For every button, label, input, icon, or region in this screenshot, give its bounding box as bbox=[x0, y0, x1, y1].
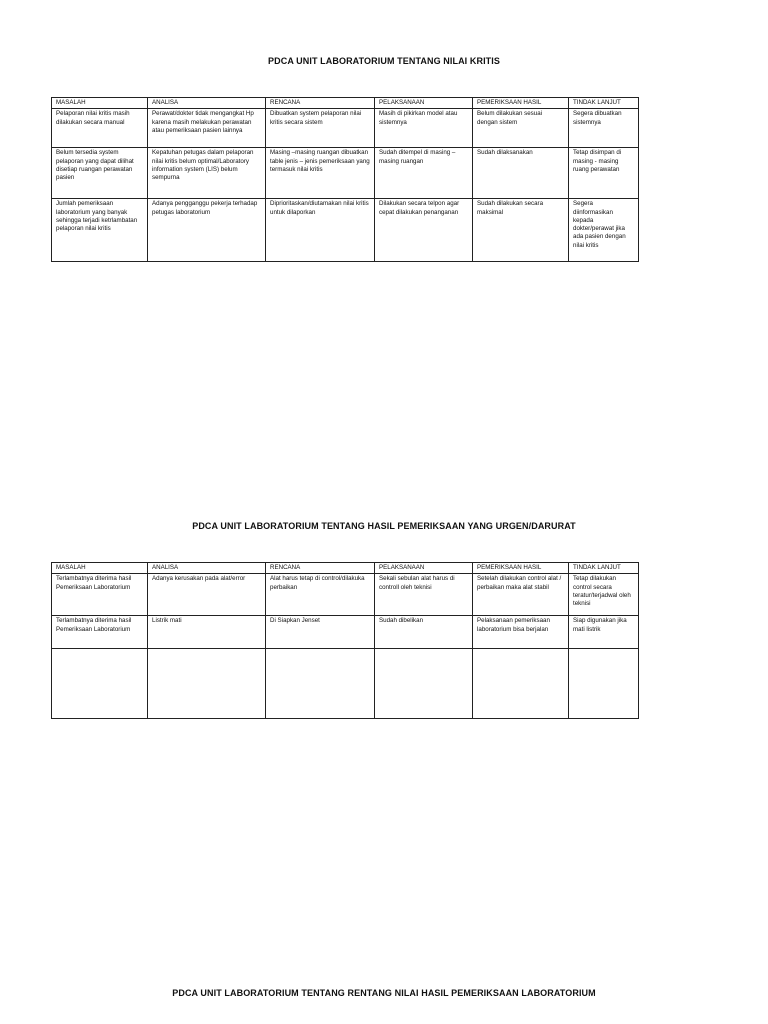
cell-rencana: Diprioritaskan/diutamakan nilai kritis untuk dilaporkan bbox=[266, 199, 375, 262]
nilai-kritis-table bbox=[51, 97, 639, 262]
table-header-row bbox=[52, 563, 639, 574]
cell-tindak-lanjut bbox=[569, 649, 639, 719]
header-rencana: RENCANA bbox=[266, 563, 375, 574]
cell-masalah: Pelaporan nilai kritis masih dilakukan secara manual bbox=[52, 109, 148, 148]
header-tindak-lanjut: TINDAK LANJUT bbox=[569, 563, 639, 574]
cell-pemeriksaan-hasil: Pelaksanaan pemeriksaan laboratorium bisa berjalan bbox=[473, 616, 569, 649]
cell-pelaksanaan: Sudah ditempel di masing – masing ruangan bbox=[375, 148, 473, 199]
cell-masalah bbox=[52, 649, 148, 719]
cell-analisa: Kepatuhan petugas dalam pelaporan nilai kritis belum optimal/Laboratory information system (LIS) belum sempurna bbox=[148, 148, 266, 199]
table2-title: PDCA UNIT LABORATORIUM TENTANG HASIL PEMERIKSAAN YANG URGEN/DARURAT bbox=[192, 521, 576, 531]
table3-title: PDCA UNIT LABORATORIUM TENTANG RENTANG NILAI HASIL PEMERIKSAAN LABORATORIUM bbox=[172, 988, 596, 998]
header-masalah: MASALAH bbox=[52, 563, 148, 574]
cell-masalah: Jumlah pemeriksaan laboratorium yang banyak sehingga terjadi ketrlambatan pelaporan nilai kritis bbox=[52, 199, 148, 262]
cell-rencana: Di Siapkan Jenset bbox=[266, 616, 375, 649]
cell-analisa: Listrik mati bbox=[148, 616, 266, 649]
cell-pelaksanaan bbox=[375, 649, 473, 719]
cell-analisa: Adanya pengganggu pekerja terhadap petugas laboratorium bbox=[148, 199, 266, 262]
cell-tindak-lanjut: Segera dibuatkan sistemnya bbox=[569, 109, 639, 148]
cell-masalah: Belum tersedia system pelaporan yang dapat dilihat disetiap ruangan perawatan pasien bbox=[52, 148, 148, 199]
cell-analisa: Perawat/dokter tidak mengangkat Hp karena masih melakukan perawatan atau pemeriksaan pasien lainnya bbox=[148, 109, 266, 148]
cell-rencana: Alat harus tetap di control/dilakuka perbaikan bbox=[266, 574, 375, 616]
cell-masalah: Terlambatnya diterima hasil Pemeriksaan Laboratorium bbox=[52, 616, 148, 649]
cell-pelaksanaan: Dilakukan secara telpon agar cepat dilakukan penanganan bbox=[375, 199, 473, 262]
cell-pemeriksaan-hasil: Setelah dilakukan control alat / perbaikan maka alat stabil bbox=[473, 574, 569, 616]
cell-rencana: Dibuatkan system pelaporan nilai kritis secara sistem bbox=[266, 109, 375, 148]
cell-pemeriksaan-hasil: Belum dilakukan sesuai dengan sistem bbox=[473, 109, 569, 148]
header-analisa: ANALISA bbox=[148, 563, 266, 574]
cell-tindak-lanjut: Tetap disimpan di masing - masing ruang perawatan bbox=[569, 148, 639, 199]
cell-masalah: Terlambatnya diterima hasil Pemeriksaan Laboratorium bbox=[52, 574, 148, 616]
table-row bbox=[52, 616, 639, 649]
table-row bbox=[52, 649, 639, 719]
table-header-row bbox=[52, 98, 639, 109]
table1-title: PDCA UNIT LABORATORIUM TENTANG NILAI KRITIS bbox=[268, 56, 500, 66]
header-pemeriksaan-hasil: PEMERIKSAAN HASIL bbox=[473, 563, 569, 574]
cell-tindak-lanjut: Tetap dilakukan control secara teratur/terjadwal oleh teknisi bbox=[569, 574, 639, 616]
cell-pemeriksaan-hasil bbox=[473, 649, 569, 719]
cell-pelaksanaan: Masih di pikirkan model atau sistemnya bbox=[375, 109, 473, 148]
cell-pelaksanaan: Sekali sebulan alat harus di controll oleh teknisi bbox=[375, 574, 473, 616]
header-masalah: MASALAH bbox=[52, 98, 148, 109]
cell-rencana bbox=[266, 649, 375, 719]
cell-tindak-lanjut: Segera diinformasikan kepada dokter/perawat jika ada pasien dengan nilai kritis bbox=[569, 199, 639, 262]
table-row bbox=[52, 109, 639, 148]
cell-analisa: Adanya kerusakan pada alat/error bbox=[148, 574, 266, 616]
table-row bbox=[52, 574, 639, 616]
cell-pemeriksaan-hasil: Sudah dilaksanakan bbox=[473, 148, 569, 199]
header-tindak-lanjut: TINDAK LANJUT bbox=[569, 98, 639, 109]
cell-pemeriksaan-hasil: Sudah dilakukan secara maksimal bbox=[473, 199, 569, 262]
header-analisa: ANALISA bbox=[148, 98, 266, 109]
header-pemeriksaan-hasil: PEMERIKSAAN HASIL bbox=[473, 98, 569, 109]
cell-tindak-lanjut: Siap digunakan jika mati listrik bbox=[569, 616, 639, 649]
table-row bbox=[52, 148, 639, 199]
cell-rencana: Masing –masing ruangan dibuatkan table jenis – jenis pemeriksaan yang termasuk nilai kritis bbox=[266, 148, 375, 199]
header-pelaksanaan: PELAKSANAAN bbox=[375, 98, 473, 109]
cell-analisa bbox=[148, 649, 266, 719]
table-row bbox=[52, 199, 639, 262]
cell-pelaksanaan: Sudah dibelikan bbox=[375, 616, 473, 649]
header-rencana: RENCANA bbox=[266, 98, 375, 109]
urgen-darurat-table bbox=[51, 562, 639, 719]
header-pelaksanaan: PELAKSANAAN bbox=[375, 563, 473, 574]
